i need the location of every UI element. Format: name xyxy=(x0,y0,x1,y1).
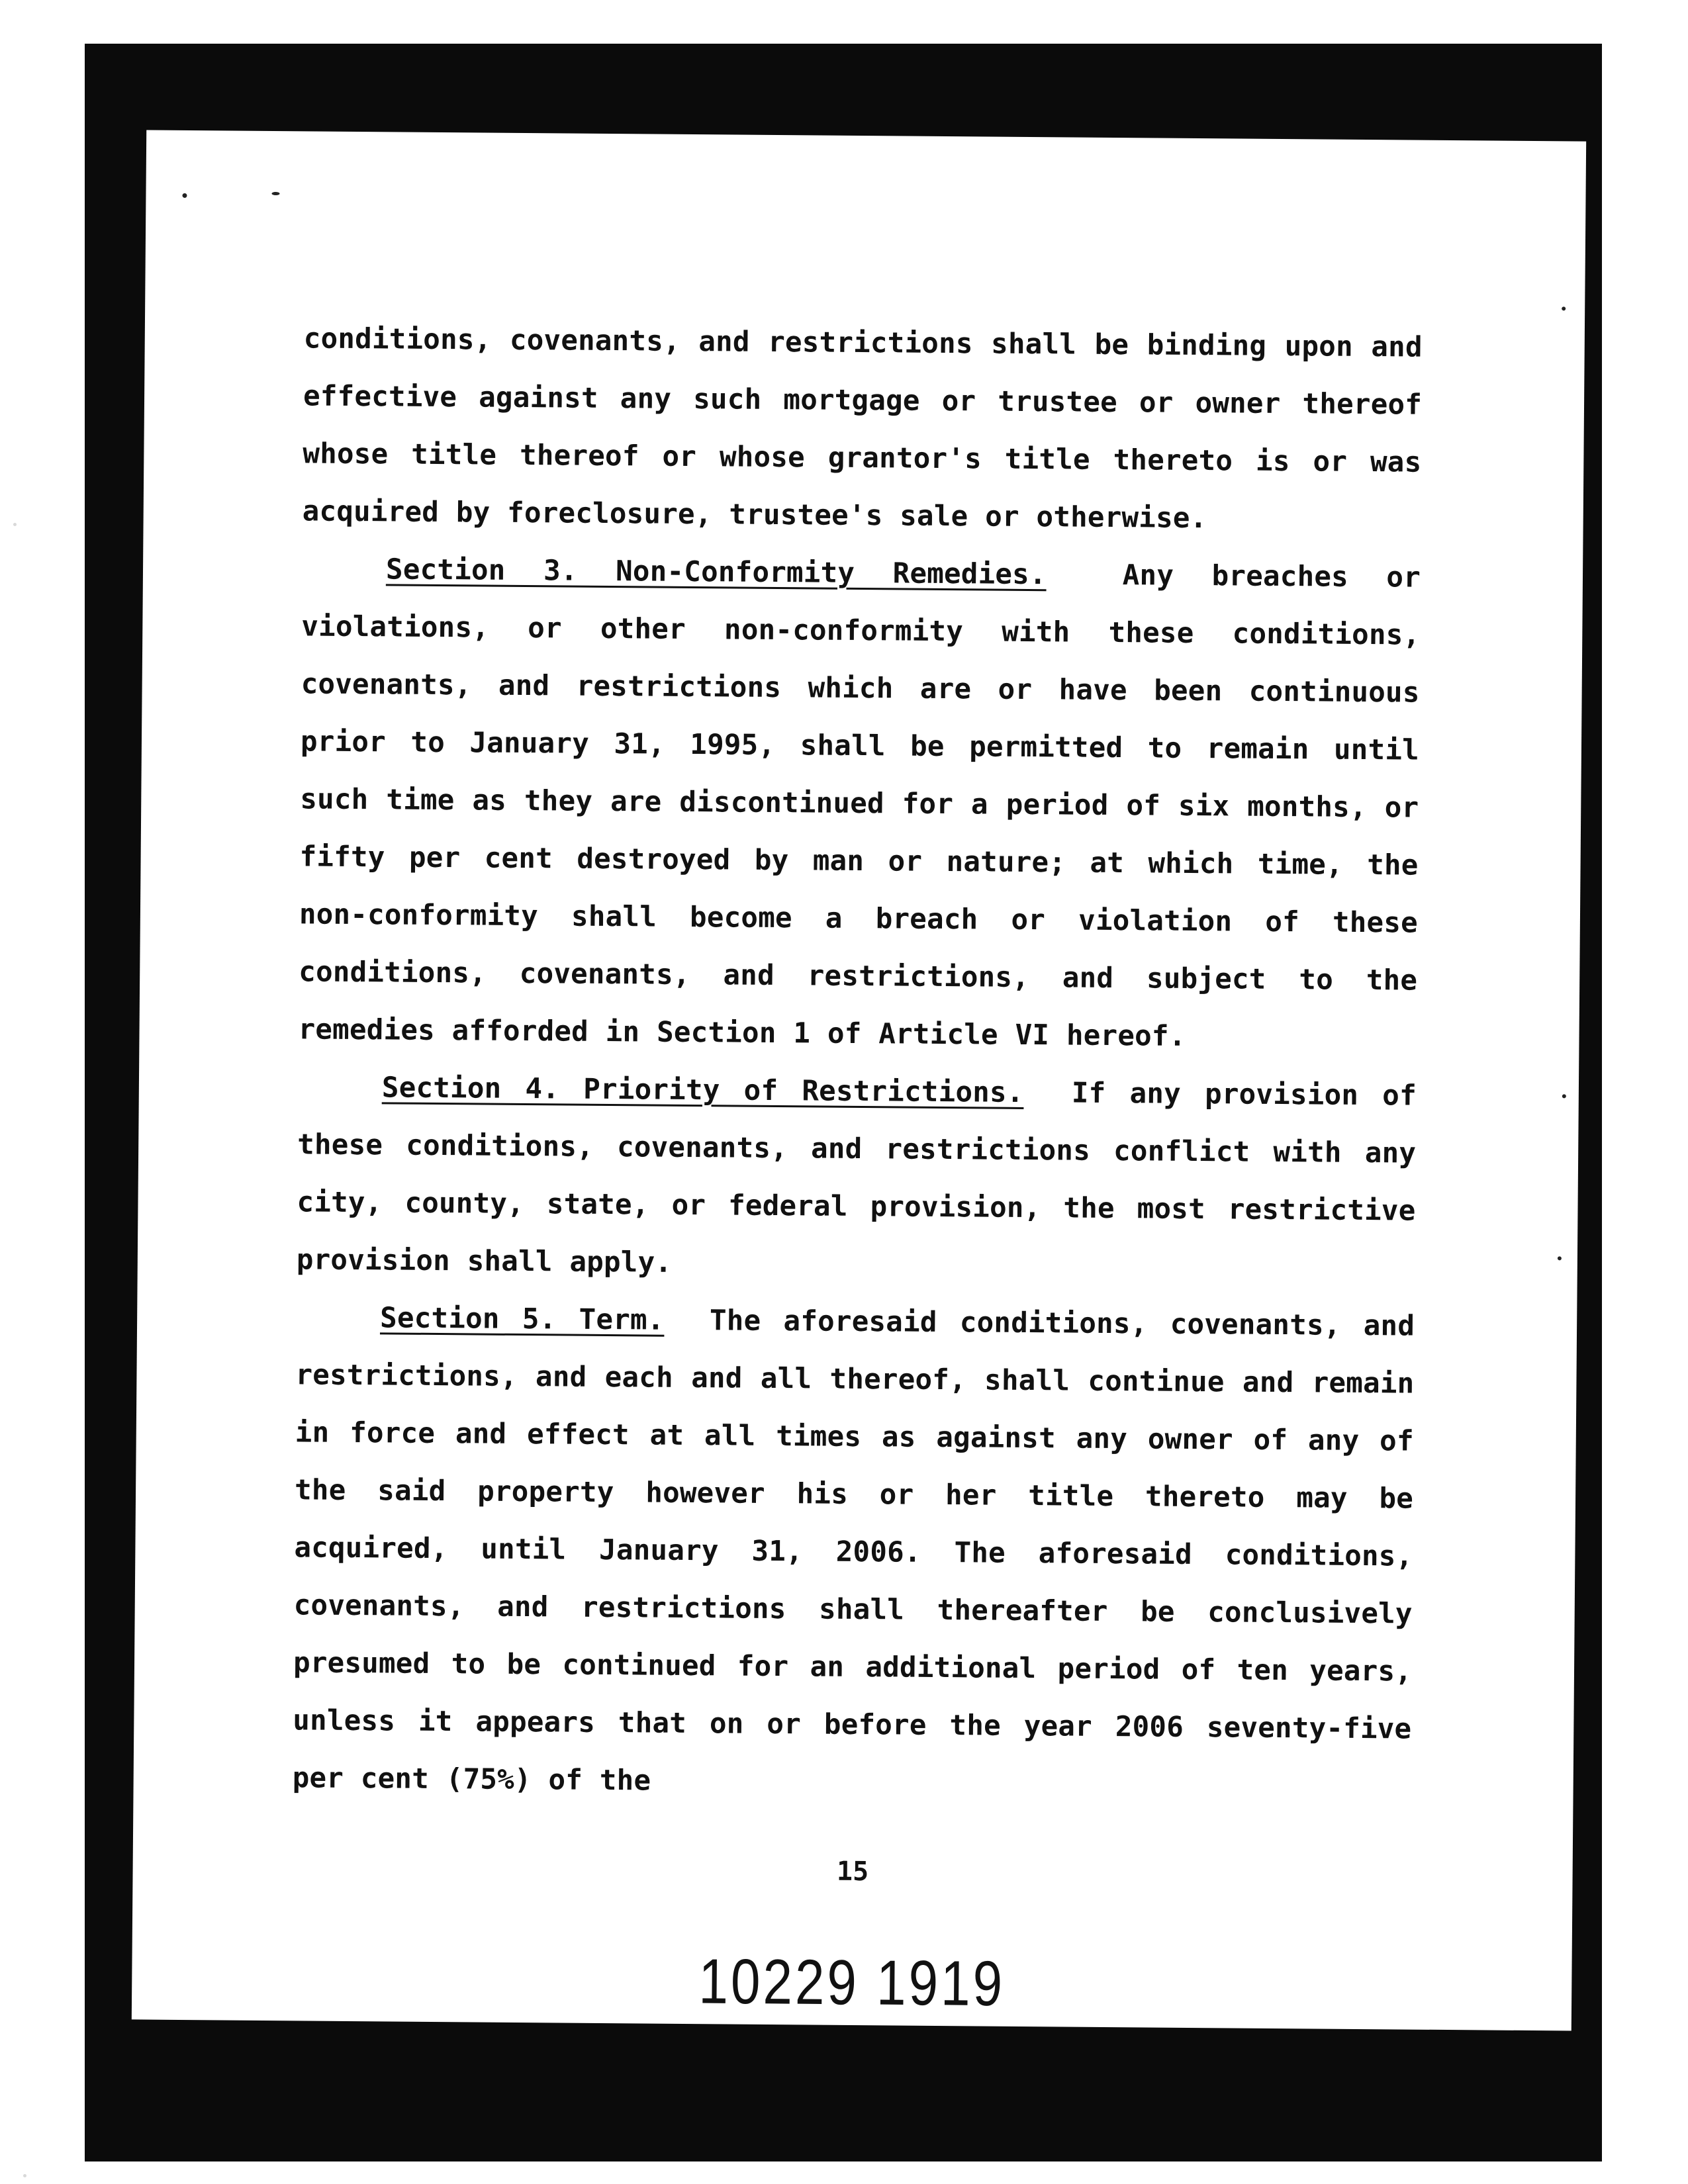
section-4-heading: Section 4. Priority of Restrictions. xyxy=(381,1071,1024,1109)
scan-speck xyxy=(1562,306,1566,310)
section-3-text: Any breaches or violations, or other non-conformity with these conditions, covenants, and restrictions which are or have been continuous prior to January 31, 1995, shall be permitted to remain until such time as they are discontinued for a period of six months, or fifty per cent destroyed by man or nature; at which time, the non-conformity shall become a breach or violation of these conditions, covenants, and restrictions, and subject to the remedies afforded in Section 1 of Article VI hereof. xyxy=(298,559,1421,1053)
section-5-paragraph xyxy=(292,1289,1415,1815)
section-3-paragraph xyxy=(298,540,1421,1067)
section-5-text: The aforesaid conditions, covenants, and restrictions, and each and all thereof, shall continue and remain in force and effect at all times as against any owner of any of the said property however his or her title thereto may be acquired, until January 31, 2006. The aforesaid conditions, covenants, and restrictions shall thereafter be conclusively presumed to be continued for an additional period of ten years, unless it appears that on or before the year 2006 seventy-five per cent (75%) of the xyxy=(292,1304,1415,1797)
scan-speck xyxy=(23,2174,26,2177)
scan-speck xyxy=(271,192,279,195)
paragraph-continuation xyxy=(302,310,1423,549)
section-4-paragraph xyxy=(297,1058,1417,1297)
document-page xyxy=(132,130,1586,2031)
section-4-text: If any provision of these conditions, covenants, and restrictions conflict with any city, county, state, or federal provision, the most restrictive provision shall apply. xyxy=(296,1077,1417,1279)
section-5-heading: Section 5. Term. xyxy=(379,1302,665,1337)
paragraph-text: conditions, covenants, and restrictions shall be binding upon and effective against any such mortgage or trustee or owner thereof whose title thereof or whose grantor's title thereto is or was acquired by foreclosure, trustee's sale or otherwise. xyxy=(302,322,1423,535)
recording-stamp: 10229 1919 xyxy=(698,1946,1006,2019)
scan-speck xyxy=(182,193,187,198)
page-number: 15 xyxy=(836,1856,869,1888)
scan-speck xyxy=(1562,1094,1566,1098)
scan-speck xyxy=(1558,1256,1562,1260)
document-body xyxy=(292,310,1423,1815)
section-3-heading: Section 3. Non-Conformity Remedies. xyxy=(385,553,1047,592)
scan-speck xyxy=(13,523,17,526)
